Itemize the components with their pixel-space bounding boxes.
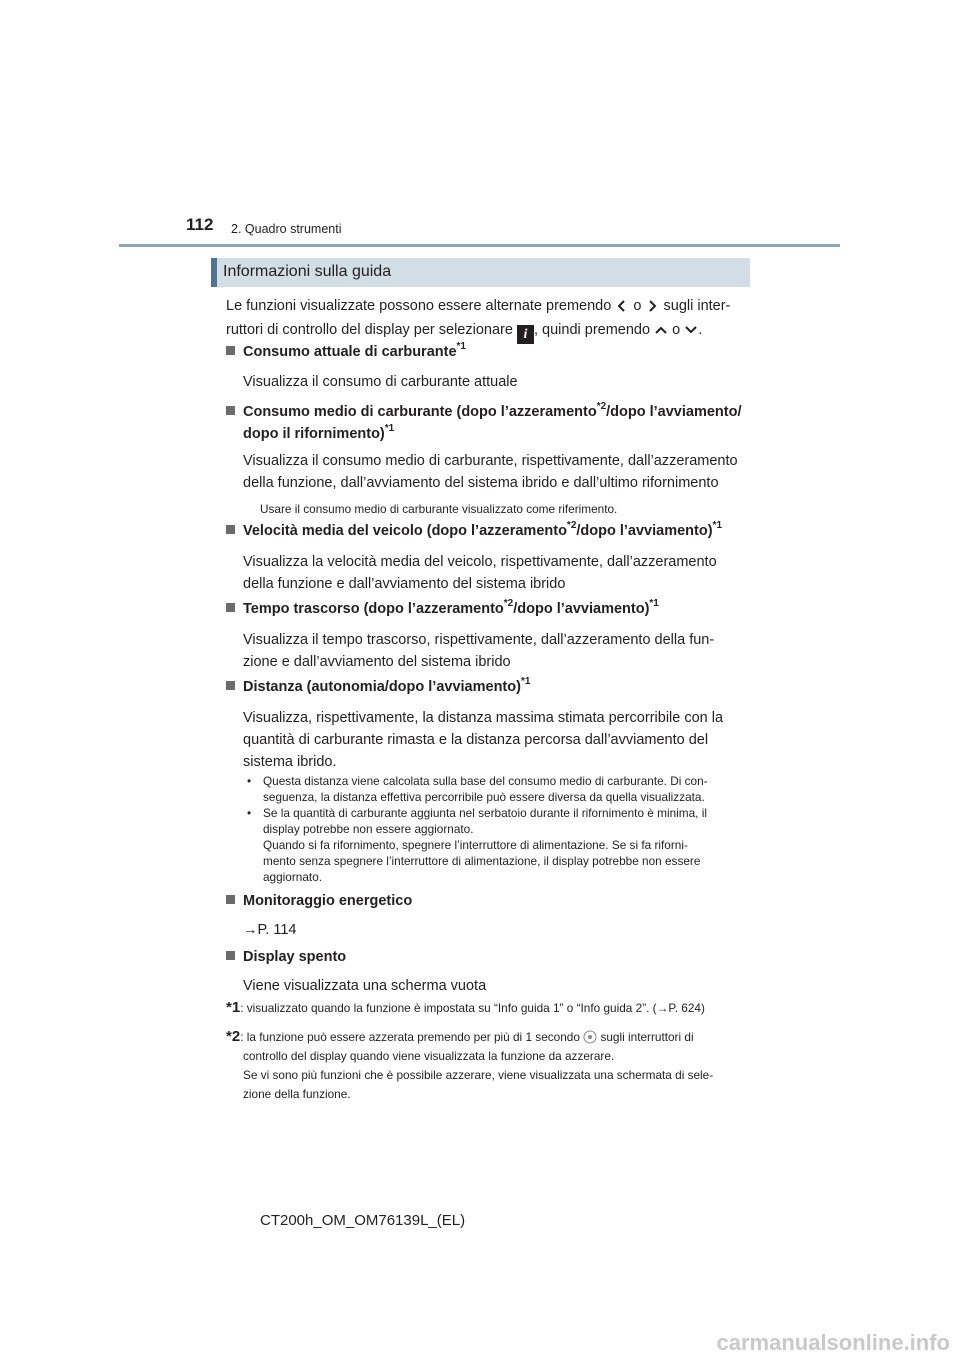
square-bullet-icon bbox=[226, 951, 235, 960]
chevron-up-icon bbox=[654, 323, 668, 337]
section-header bbox=[211, 258, 750, 287]
page-reference-link[interactable]: →P. 114 bbox=[243, 922, 297, 938]
square-bullet-icon bbox=[226, 346, 235, 355]
item-heading-energy-monitor: Monitoraggio energetico bbox=[226, 893, 412, 909]
intro-line-2: ruttori di controllo del display per selezionare i , quindi premendo o . bbox=[226, 322, 703, 342]
item-heading-distance: Distanza (autonomia/dopo l’avviamento)$^{*1}$ bbox=[226, 679, 530, 695]
list-item: • Se la quantità di carburante aggiunta nel serbatoio durante il rifornimento è minima, il display potrebbe non essere aggiornato. Quando si fa rifornimento, spegnere l’interruttore di alimentazione. Se si fa riforni- mento senza spegnere l’interruttore di alimentazione, il display potrebbe non essere aggiornato. bbox=[247, 806, 707, 884]
item-body: Viene visualizzata una scherma vuota bbox=[243, 978, 487, 994]
item-body: Visualizza il consumo medio di carburante, rispettivamente, dall’azzeramento della funzione, dall’avviamento del sistema ibrido e dall’ultimo rifornimento bbox=[243, 453, 738, 491]
section-accent bbox=[211, 258, 217, 287]
item-heading-elapsed-time: Tempo trascorso (dopo l’azzeramento$^{*2}$/dopo l’avviamento)$^{*1}$ bbox=[226, 601, 659, 617]
document-code: CT200h_OM_OM76139L_(EL) bbox=[260, 1212, 466, 1229]
item-body: Visualizza il consumo di carburante attuale bbox=[243, 374, 518, 390]
list-item: • Questa distanza viene calcolata sulla base del consumo medio di carburante. Di con- seguenza, la distanza effettiva percorribile può essere diversa da quella visualizzata. bbox=[247, 774, 708, 804]
chevron-right-icon bbox=[645, 299, 659, 313]
item-heading-display-off: Display spento bbox=[226, 949, 346, 965]
footnote-1: *1: visualizzato quando la funzione è impostata su “Info guida 1” o “Info guida 2”. (→P. 624) bbox=[226, 999, 705, 1016]
header-rule bbox=[119, 244, 840, 247]
item-body: Visualizza la velocità media del veicolo, rispettivamente, dall’azzeramento della funzione e dall’avviamento del sistema ibrido bbox=[243, 554, 717, 592]
item-body: Visualizza, rispettivamente, la distanza massima stimata percorribile con la quantità di carburante rimasta e la distanza percorsa dall’avviamento del sistema ibrido. bbox=[243, 710, 724, 770]
item-heading-average-speed: Velocità media del veicolo (dopo l’azzeramento$^{*2}$/dopo l’avviamento)$^{*1}$ bbox=[226, 523, 722, 539]
info-icon: i bbox=[517, 325, 534, 344]
intro-line-1: Le funzioni visualizzate possono essere alternate premendo o sugli inter- bbox=[226, 298, 731, 314]
item-bullets bbox=[247, 773, 745, 885]
chapter-title: 2. Quadro strumenti bbox=[231, 222, 342, 236]
watermark: carmanualsonline.info bbox=[716, 1330, 950, 1355]
item-heading-current-consumption: Consumo attuale di carburante$^{*1}$ bbox=[226, 344, 466, 360]
intro-paragraph bbox=[226, 295, 750, 344]
footnote-2: *2: la funzione può essere azzerata premendo per più di 1 secondo sugli interruttori di controllo del display quando viene visualizzata la funzione da azzerare. Se vi sono più funzioni che è possibile azzerare, viene visualizzata una schermata di sele- zione della funzione. bbox=[226, 1028, 714, 1101]
chevron-down-icon bbox=[684, 323, 698, 337]
square-bullet-icon bbox=[226, 406, 235, 415]
square-bullet-icon bbox=[226, 681, 235, 690]
square-bullet-icon bbox=[226, 603, 235, 612]
page-number: 112 bbox=[186, 215, 214, 234]
reset-button-icon bbox=[583, 1030, 597, 1044]
item-heading-average-consumption: Consumo medio di carburante (dopo l’azzeramento$^{*2}$/dopo l’avviamento/ dopo il rifornimento)$^{*1}$ bbox=[226, 401, 750, 445]
chevron-left-icon bbox=[615, 299, 629, 313]
item-note: Usare il consumo medio di carburante visualizzato come riferimento. bbox=[260, 502, 618, 516]
square-bullet-icon bbox=[226, 895, 235, 904]
item-body: Visualizza il tempo trascorso, rispettivamente, dall’azzeramento della fun- zione e dall’avviamento del sistema ibrido bbox=[243, 632, 715, 670]
square-bullet-icon bbox=[226, 525, 235, 534]
section-title: Informazioni sulla guida bbox=[223, 263, 392, 280]
